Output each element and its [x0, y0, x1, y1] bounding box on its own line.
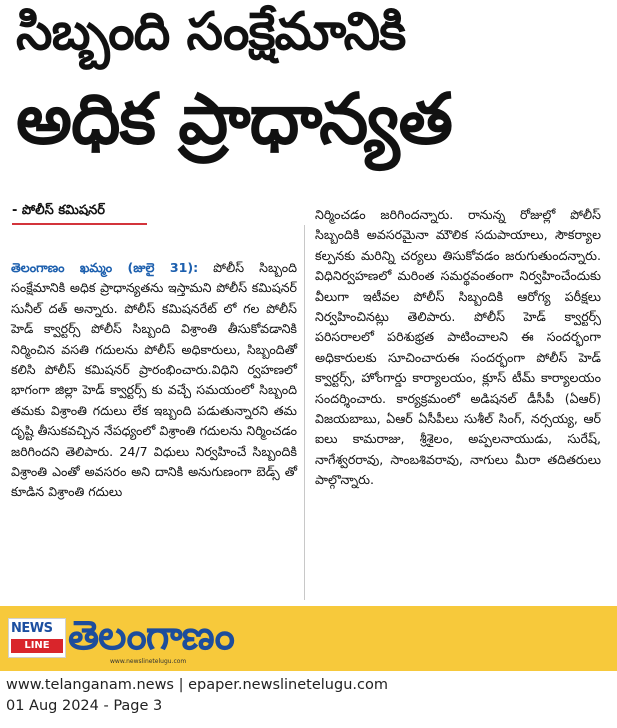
byline-text: - పోలీస్ కమిషనర్	[12, 203, 105, 218]
dateline: తెలంగాణం ఖమ్మం (జులై 31):	[11, 260, 199, 275]
article-column-right	[315, 205, 601, 491]
right-body-text: నిర్మించడం జరిగిందన్నారు. రానున్న రోజుల్లో పోలీస్ సిబ్బందికి అవసరమైనా మౌలిక సదుపాయాలు, సౌకర్యాల కల్పనకు మరిన్ని చర్యలు తిసుకోవడం జరుగుతుందన్నారు. విధినిర్వహణలో మరింత సమర్థవంతంగా నిర్వహించేందుకు వీలుగా ఇటీవల పోలీస్ సిబ్బందికి ఆరోగ్య పరీక్షలు నిర్వహించినట్లు తెలిపారు. పోలీస్ హెడ్ క్వార్టర్స్ పరిసరాలలో పరిశుభ్రత పాటించాలని ఈ సందర్భంగా అధికారులకు సూచించారుఈ సందర్భంగా పోలీస్ హెడ్ క్వార్టర్స్, హోంగార్డు కార్యాలయం, క్లూస్ టీమ్ కార్యాలయం సందర్శించారు. కార్యక్రమంలో అడిషనల్ డీసీపీ (ఏఆర్) విజయబాబు, ఏఆర్ ఏసీపీలు సుశీల్ సింగ్, నర్సయ్య, ఆర్ ఐలు కామరాజు, శ్రీశైలం, అప్పలనాయుడు, సురేష్, నాగేశ్వరరావు, సాంబశివరావు, నాగులు మీరా తదితరులు పాల్గొన్నారు.	[315, 207, 601, 488]
telanganam-logo: తెలంగాణం	[68, 613, 234, 659]
newsline-logo-top: NEWS	[11, 621, 53, 636]
column-divider	[304, 225, 305, 600]
footer	[0, 671, 617, 728]
byline	[12, 203, 105, 221]
brand-site: www.newslinetelugu.com	[110, 658, 187, 665]
left-body-text: పోలీస్ సిబ్బంది సంక్షేమానికి అధిక ప్రాధాన్యతను ఇస్తామని పోలీస్ కమిషనర్ సునీల్ దత్ అన్నారు. పోలీస్ కమిషనరేట్ లో గల పోలీస్ హెడ్ క్వార్టర్స్ పోలీస్ సిబ్బంది విశ్రాంతి తీసుకోవడానికి నిర్మించిన వసతి గదులను పోలీస్ అధికారులు, సిబ్బందితో కలిసి పోలీస్ కమిషనర్ ప్రారంభించారు.విధిని ర్వహణలో భాగంగా జిల్లా హెడ్ క్వార్టర్స్ కు వచ్చే సమయంలో సిబ్బంది తమకు విశ్రాంతి గదులు లేక ఇబ్బంది పడుతున్నారని తమ దృష్టి తీసుకవచ్చిన నేపధ్యంలో విశ్రాంతి గదులను నిర్మించడం జరిగిందని తెలిపారు. 24/7 విధులు నిర్వహించే సిబ్బందికి విశ్రాంతి ఎంతో అవసరం అని దానికి అనుగుణంగా బెడ్స్ తో కూడిన విశ్రాంతి గదులు	[11, 260, 297, 500]
footer-sites: www.telanganam.news | epaper.newslinetelugu.com	[6, 677, 388, 693]
brand-banner	[0, 606, 617, 671]
headline-line-1: సిబ్బంది సంక్షేమానికి	[16, 2, 406, 62]
footer-date-page: 01 Aug 2024 - Page 3	[6, 698, 163, 714]
newsline-logo-bottom: LINE	[11, 639, 63, 653]
newsline-logo	[8, 618, 66, 658]
byline-rule	[12, 223, 147, 225]
article-column-left	[11, 258, 297, 503]
headline-line-2: అధిక ప్రాధాన్యత	[16, 78, 453, 160]
